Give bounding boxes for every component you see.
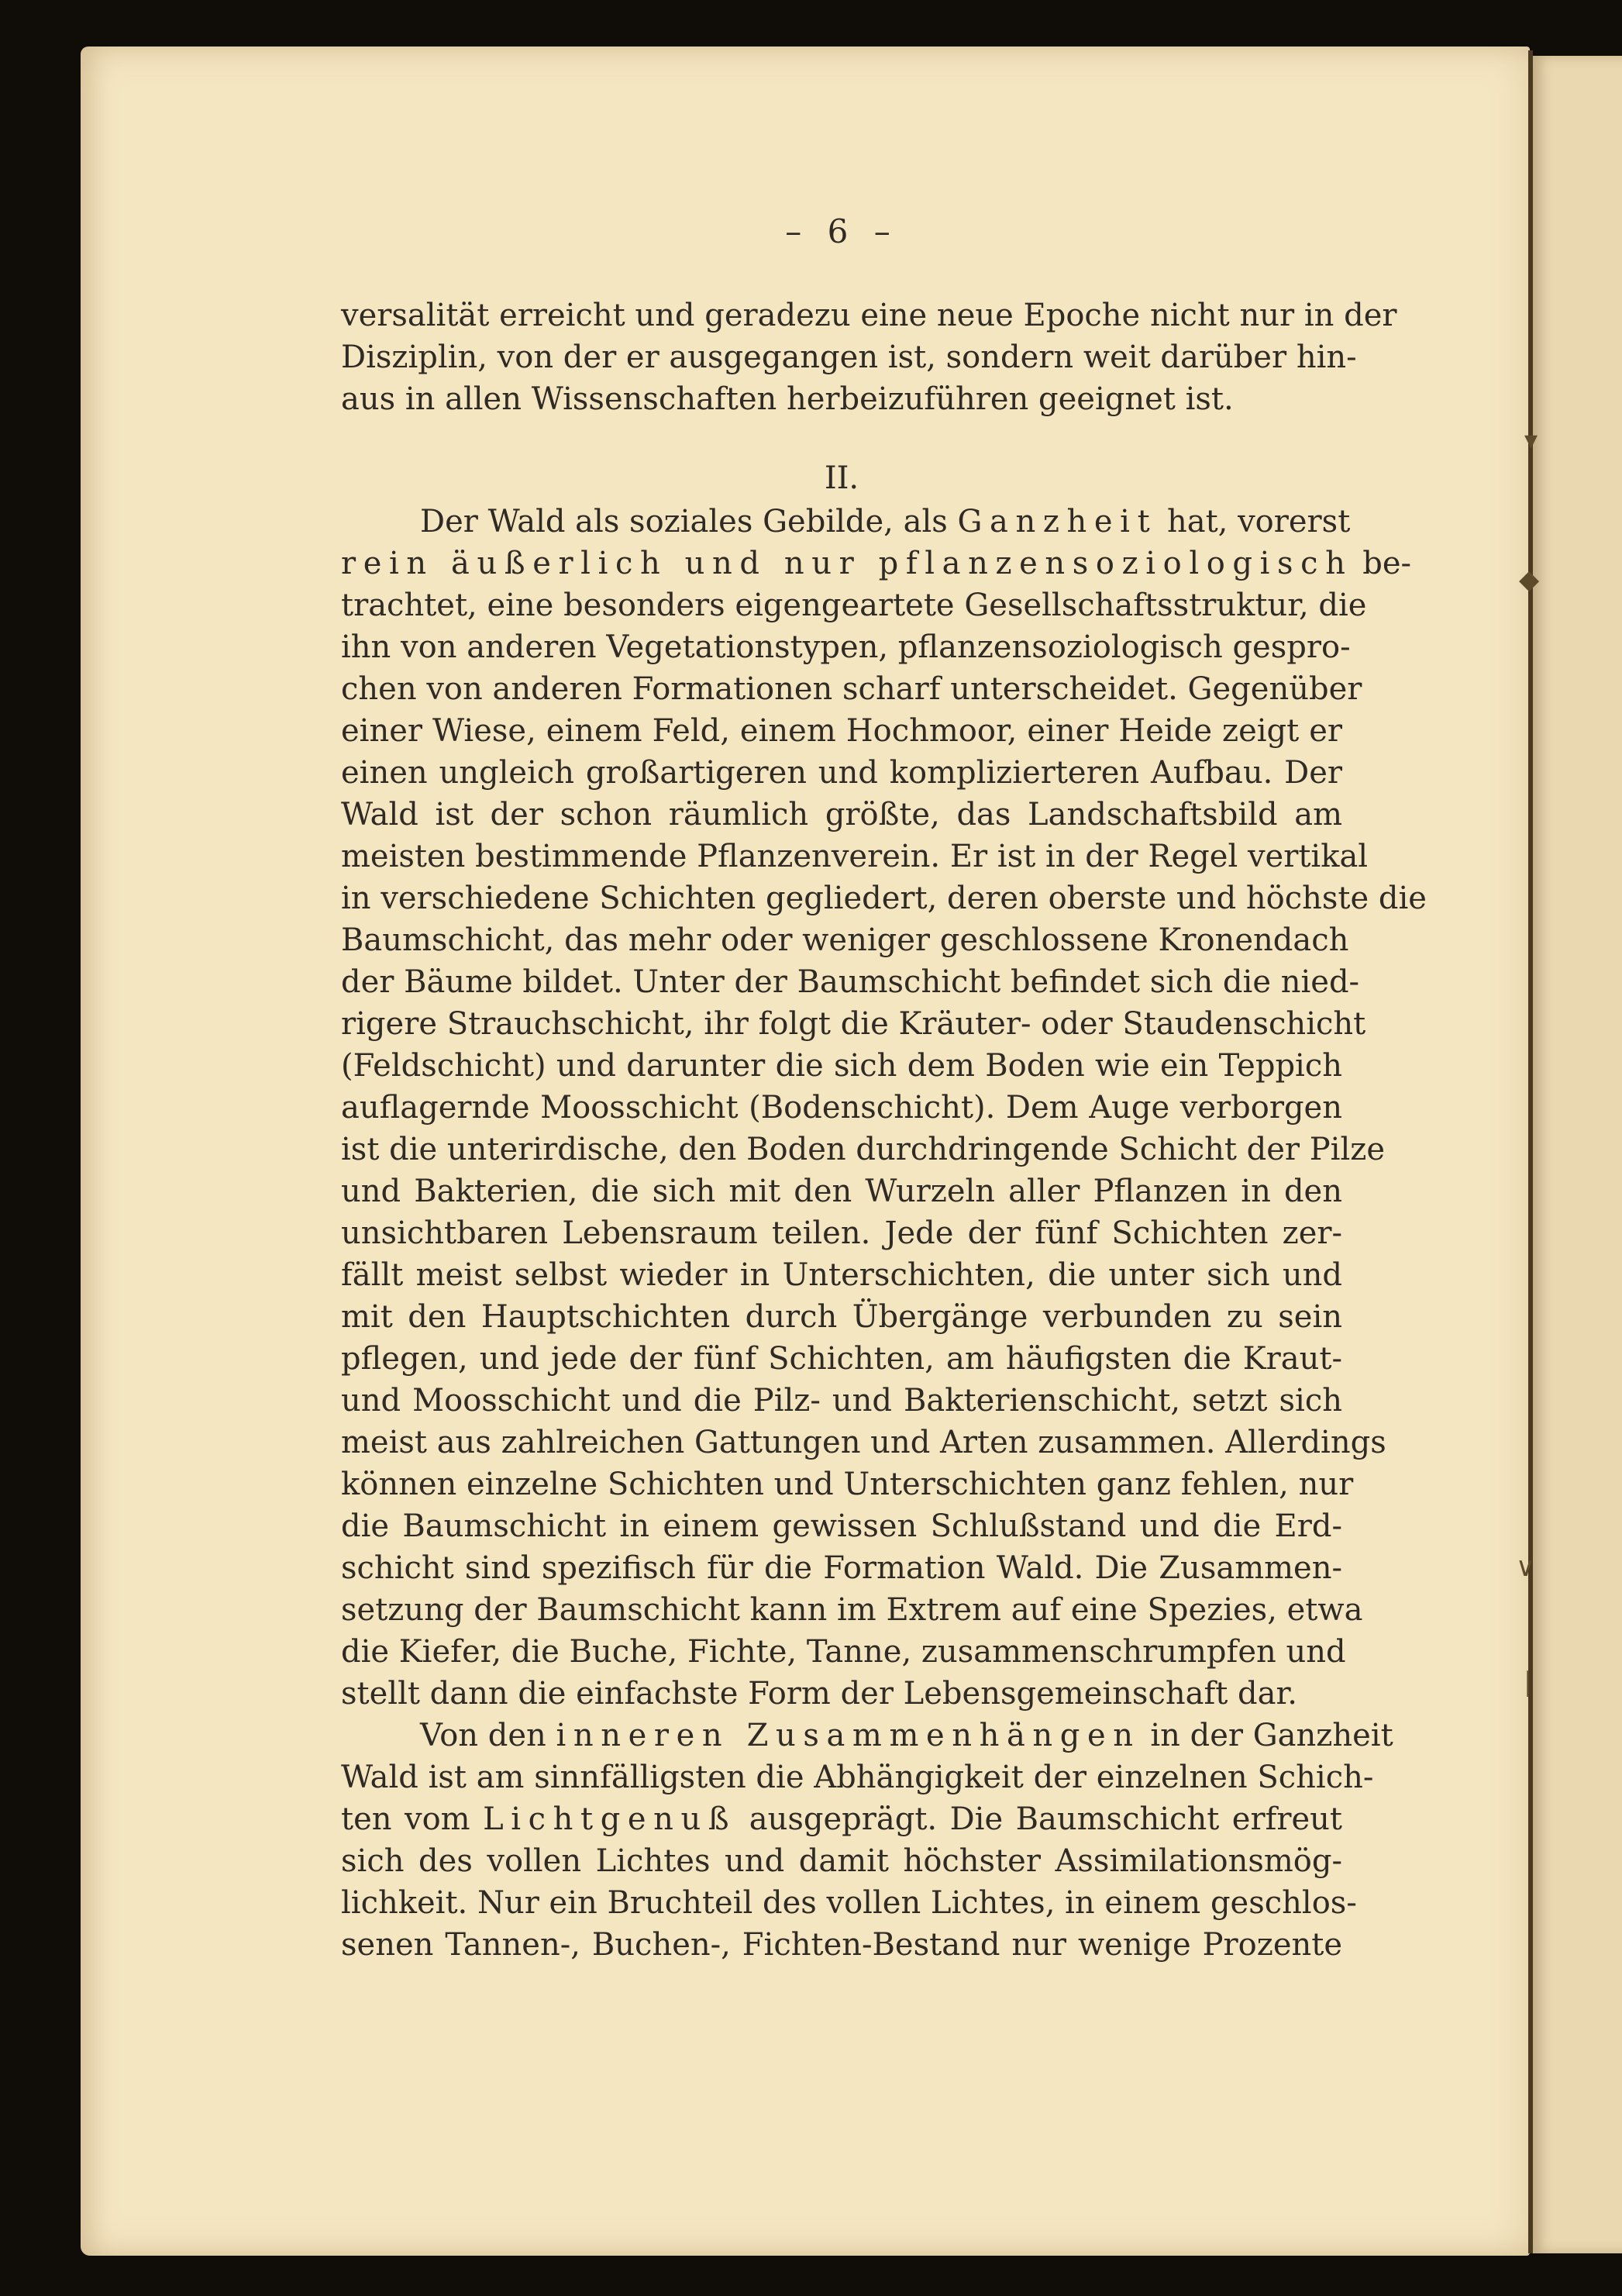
- text-line: setzung der Baumschicht kann im Extrem auf eine Spezies, etwa: [341, 1592, 1363, 1628]
- text-line: sich des vollen Lichtes und damit höchster Assimilationsmög-: [341, 1843, 1342, 1879]
- text-line: unsichtbaren Lebensraum teilen. Jede der fünf Schichten zer-: [341, 1215, 1342, 1251]
- text-line: schicht sind spezifisch für die Formation Wald. Die Zusammen-: [341, 1550, 1342, 1586]
- text-line: ihn von anderen Vegetationstypen, pflanzensoziologisch gespro-: [341, 629, 1351, 665]
- page-number: – 6 –: [785, 212, 898, 250]
- text-line: und Moosschicht und die Pilz- und Bakterienschicht, setzt sich: [341, 1383, 1342, 1419]
- text-line: meist aus zahlreichen Gattungen und Arten zusammen. Allerdings: [341, 1425, 1386, 1460]
- text-span: Von den: [420, 1718, 556, 1753]
- edge-mark: ∨: [1516, 1552, 1535, 1583]
- text-line: [341, 504, 1351, 540]
- text-line: lichkeit. Nur ein Bruchteil des vollen Lichtes, in einem geschlos-: [341, 1885, 1357, 1921]
- text-line: die Baumschicht in einem gewissen Schlußstand und die Erd-: [341, 1508, 1342, 1544]
- next-page-edge: [1533, 56, 1622, 2253]
- text-line: in verschiedene Schichten gegliedert, deren oberste und höchste die: [341, 881, 1427, 916]
- edge-mark: ▾: [1524, 425, 1538, 456]
- text-span: Der Wald als soziales Gebilde, als: [420, 504, 958, 540]
- text-span: ten vom: [341, 1801, 484, 1837]
- text-line: chen von anderen Formationen scharf unterscheidet. Gegenüber: [341, 671, 1362, 707]
- text-span: in der Ganzheit: [1140, 1718, 1393, 1753]
- text-line: die Kiefer, die Buche, Fichte, Tanne, zusammenschrumpfen und: [341, 1634, 1346, 1670]
- text-line: versalität erreicht und geradezu eine neue Epoche nicht nur in der: [341, 298, 1397, 333]
- emphasis-span: inneren Zusammenhängen: [556, 1718, 1141, 1753]
- text-line: aus in allen Wissenschaften herbeizuführen geeignet ist.: [341, 381, 1234, 417]
- text-span: hat, vorerst: [1157, 504, 1351, 540]
- emphasis-span: Ganzheit: [957, 504, 1158, 540]
- section-heading: II.: [824, 460, 859, 496]
- text-line: Disziplin, von der er ausgegangen ist, sondern weit darüber hin-: [341, 340, 1357, 375]
- text-line: stellt dann die einfachste Form der Lebensgemeinschaft dar.: [341, 1676, 1297, 1712]
- text-line: rigere Strauchschicht, ihr folgt die Kräuter- oder Staudenschicht: [341, 1006, 1366, 1042]
- text-line: Baumschicht, das mehr oder weniger geschlossene Kronendach: [341, 922, 1349, 958]
- edge-mark: ◆: [1519, 564, 1540, 595]
- text-line: einen ungleich großartigeren und komplizierteren Aufbau. Der: [341, 755, 1342, 791]
- text-line: mit den Hauptschichten durch Übergänge verbunden zu sein: [341, 1299, 1342, 1335]
- text-line: senen Tannen-, Buchen-, Fichten-Bestand nur wenige Prozente: [341, 1927, 1342, 1963]
- text-span: ausgeprägt. Die Baumschicht erfreut: [736, 1801, 1342, 1837]
- text-line: können einzelne Schichten und Unterschichten ganz fehlen, nur: [341, 1467, 1354, 1502]
- text-line: der Bäume bildet. Unter der Baumschicht befindet sich die nied-: [341, 964, 1360, 1000]
- text-line: [341, 1801, 1342, 1837]
- text-span: be-: [1352, 546, 1412, 581]
- text-line: (Feldschicht) und darunter die sich dem Boden wie ein Teppich: [341, 1048, 1342, 1084]
- text-line: Wald ist am sinnfälligsten die Abhängigkeit der einzelnen Schich-: [341, 1760, 1374, 1795]
- text-line: trachtet, eine besonders eigengeartete Gesellschaftsstruktur, die: [341, 588, 1367, 623]
- text-line: und Bakterien, die sich mit den Wurzeln aller Pflanzen in den: [341, 1174, 1342, 1209]
- edge-mark: |: [1524, 1667, 1533, 1698]
- text-line: einer Wiese, einem Feld, einem Hochmoor, einer Heide zeigt er: [341, 713, 1342, 749]
- text-line: Wald ist der schon räumlich größte, das Landschaftsbild am: [341, 797, 1342, 833]
- text-line: fällt meist selbst wieder in Unterschichten, die unter sich und: [341, 1257, 1342, 1293]
- text-line: [341, 1718, 1393, 1753]
- text-line: meisten bestimmende Pflanzenverein. Er ist in der Regel vertikal: [341, 839, 1369, 874]
- emphasis-span: Lichtgenuß: [483, 1801, 737, 1837]
- emphasis-span: rein äußerlich und nur pflanzensoziologisch: [341, 546, 1353, 581]
- text-line: [341, 546, 1412, 581]
- text-line: pflegen, und jede der fünf Schichten, am häufigsten die Kraut-: [341, 1341, 1342, 1377]
- text-line: auflagernde Moosschicht (Bodenschicht). Dem Auge verborgen: [341, 1090, 1342, 1126]
- text-line: ist die unterirdische, den Boden durchdringende Schicht der Pilze: [341, 1132, 1386, 1167]
